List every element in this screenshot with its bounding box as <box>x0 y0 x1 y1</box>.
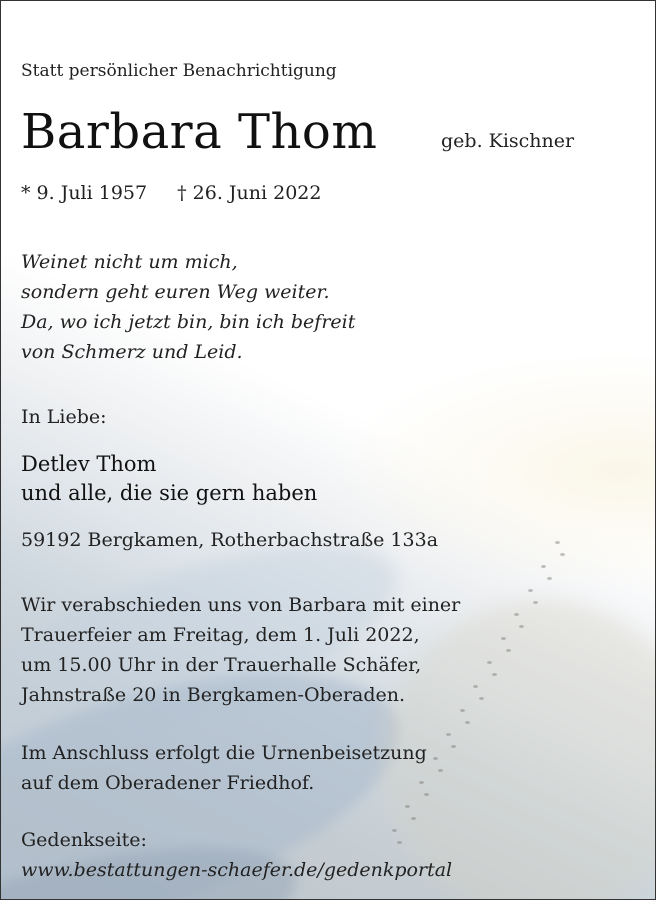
life-dates <box>21 182 321 204</box>
urn-line: auf dem Oberadener Friedhof. <box>21 772 315 794</box>
memorial-page <box>21 825 452 885</box>
footprint <box>547 577 552 580</box>
verse-line: Da, wo ich jetzt bin, bin ich befreit <box>21 311 356 333</box>
verse <box>21 247 355 367</box>
footprint <box>487 661 492 664</box>
footprint <box>533 601 538 604</box>
verse-line: sondern geht euren Weg weiter. <box>21 281 330 303</box>
ceremony-line: Trauerfeier am Freitag, dem 1. Juli 2022, <box>21 624 420 646</box>
ceremony-line: um 15.00 Uhr in der Trauerhalle Schäfer, <box>21 654 422 676</box>
urn-line: Im Anschluss erfolgt die Urnenbeisetzung <box>21 742 427 764</box>
mourner-line: und alle, die sie gern haben <box>21 481 318 505</box>
ceremony-info <box>21 590 460 710</box>
urn-burial-info <box>21 738 427 798</box>
footprint <box>541 565 546 568</box>
footprint <box>506 649 511 652</box>
mourner-line: Detlev Thom <box>21 452 157 476</box>
birth-date: * 9. Juli 1957 <box>21 182 148 204</box>
ceremony-line: Jahnstraße 20 in Bergkamen-Oberaden. <box>21 684 406 706</box>
footprint <box>433 757 438 760</box>
family-address: 59192 Bergkamen, Rotherbachstraße 133a <box>21 529 439 551</box>
footprint <box>411 817 416 820</box>
death-date: † 26. Juni 2022 <box>177 182 322 204</box>
mourners <box>21 450 317 508</box>
footprint <box>555 541 560 544</box>
ceremony-line: Wir verabschieden uns von Barbara mit einer <box>21 594 461 616</box>
love-label: In Liebe: <box>21 406 107 428</box>
footprint <box>438 769 443 772</box>
footprint <box>501 637 506 640</box>
deceased-name: Barbara Thom <box>21 104 378 160</box>
footprint <box>528 589 533 592</box>
maiden-name: geb. Kischner <box>441 130 575 152</box>
footprint <box>465 721 470 724</box>
memorial-url-link[interactable]: www.bestattungen-schaefer.de/gedenkportal <box>21 859 453 881</box>
intro-line: Statt persönlicher Benachrichtigung <box>21 61 337 81</box>
memorial-label: Gedenkseite: <box>21 829 147 851</box>
footprint <box>479 697 484 700</box>
verse-line: Weinet nicht um mich, <box>21 251 238 273</box>
footprint <box>560 553 565 556</box>
footprint <box>460 709 465 712</box>
verse-line: von Schmerz und Leid. <box>21 341 243 363</box>
